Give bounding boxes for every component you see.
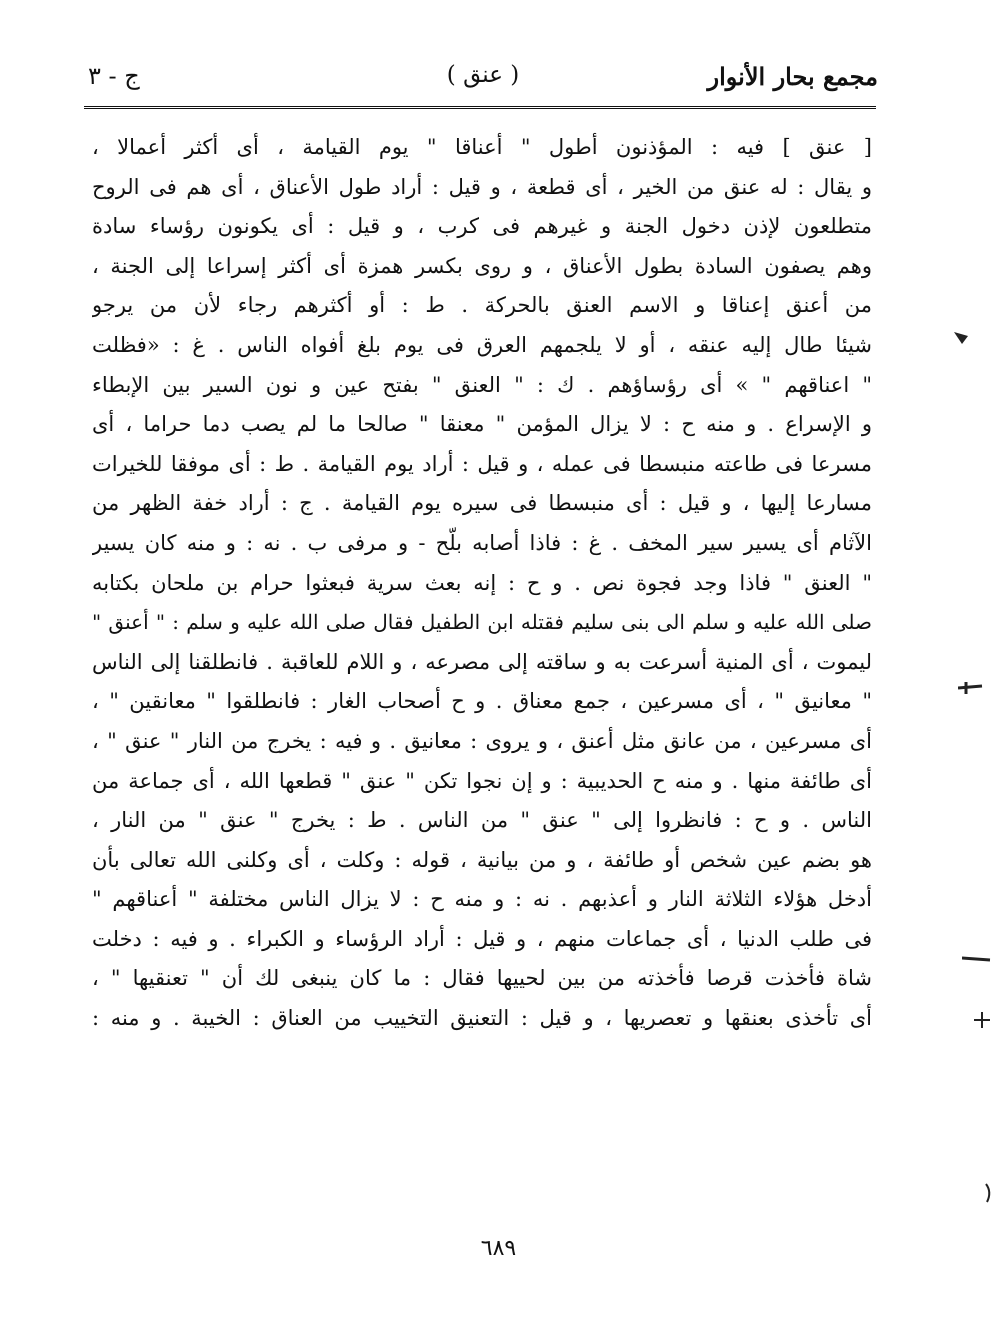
text-line: هو بضم عين شخص أو طائفة ، و من بيانية ، قوله : وكلت ، أى وكلنى الله تعالى بأن <box>92 847 872 872</box>
entry-word: ( عنق ) <box>446 62 520 88</box>
text-line: من أعنق إعناقا و الاسم العنق بالحركة . ط : أو أكثرهم رجاء لأن من يرجو <box>92 293 872 318</box>
text-line: أى طائفة منها . و منه ح الحديبية : و إن نجوا تكن " عنق " قطعها الله ، أى جماعة من <box>92 768 872 793</box>
body-text <box>92 128 872 1039</box>
text-line: فى طلب الدنيا ، أى جماعات منهم ، و قيل : أراد الرؤساء و الكبراء . و فيه : دخلت <box>92 926 872 951</box>
text-line: [ عنق ] فيه : المؤذنون أطول " أعناقا " يوم القيامة ، أى أكثر أعمالا ، <box>92 135 872 159</box>
text-line: أدخل هؤلاء الثلاثة النار و أعذبهم . نه : و منه ح : لا يزال الناس مختلفة " أعناقهم " <box>92 887 872 912</box>
text-line: متطلعون لإذن دخول الجنة و غيرهم فى كرب ، و قيل : أى يكونون رؤساء سادة <box>92 214 872 239</box>
text-line: " معانيق " ، أى مسرعين ، جمع معناق . و ح أصحاب الغار : فانطلقوا " معانقين " ، <box>92 689 872 714</box>
text-line: مسارعا إليها ، و قيل : أى منبسطا فى سيره يوم القيامة . ج : أراد خفة الظهر من <box>92 491 872 516</box>
margin-mark-icon <box>962 952 992 966</box>
text-line: مسرعا فى طاعته منبسطا فى عمله ، و قيل : أراد يوم القيامة . ط : أى موفقا للخيرات <box>92 451 872 476</box>
text-line: الناس . و ح : فانظروا إلى " عنق " من الناس . ط : يخرج " عنق " من النار ، <box>92 808 872 833</box>
text-line: و يقال : له عنق من الخير ، أى قطعة ، و قيل : أراد طول الأعناق ، أى هم فى الروح <box>92 174 872 199</box>
margin-mark-icon <box>984 1182 994 1204</box>
margin-mark-icon <box>958 680 986 696</box>
text-line: ليموت ، أى المنية أسرعت به و ساقته إلى مصرعه ، و اللام للعاقبة . فانطلقنا إلى الناس <box>92 649 872 674</box>
text-line: " العنق " فاذا وجد فجوة نص . و ح : إنه بعث سرية فبعثوا حرام بن ملحان بكتابه <box>92 570 872 595</box>
margin-mark-icon <box>952 326 972 346</box>
text-line: شيئا طال إليه عنقه ، أو لا يلجمهم العرق فى يوم بلغ أفواه الناس . غ : «فظلت <box>92 332 872 357</box>
text-line: و الإسراع . و منه ح : لا يزال المؤمن " معنقا " صالحا ما لم يصب دما حراما ، أى <box>92 412 872 437</box>
text-line: أى تأخذى بعنقها و تعصريها ، و قيل : التعنيق التخييب من العناق : الخيبة . و منه : <box>92 1006 872 1031</box>
margin-mark-icon <box>972 1010 992 1030</box>
page-number: ٦٨٩ <box>480 1236 517 1261</box>
header-rule <box>84 106 876 109</box>
text-line: الآثام أى يسير سير المخف . غ : فاذا أصابه بلّح - و مرفى ب . نه : و منه كان يسير <box>92 530 872 555</box>
book-title: مجمع بحار الأنوار <box>707 62 878 91</box>
text-line: صلى الله عليه و سلم الى بنى سليم فقتله ابن الطفيل فقال صلى الله عليه و سلم : " أعنق " <box>92 610 872 635</box>
text-line: " اعناقهم " » أى رؤساؤهم . ك : " العنق " بفتح عين و نون السير بين الإبطاء <box>92 372 872 397</box>
text-line: أى مسرعين ، من عانق مثل أعنق ، و يروى : معانيق . و فيه : يخرج من النار " عنق " ، <box>92 728 872 753</box>
page-header <box>88 58 878 102</box>
text-line: وهم يصفون السادة بطول الأعناق ، و روى بكسر همزة أى أكثر إسراعا إلى الجنة ، <box>92 253 872 278</box>
text-line: شاة فأخذت قرصا فأخذته من بين لحييها فقال : ما كان ينبغى لك أن " تعنقيها " ، <box>92 966 872 991</box>
volume-number: ج - ٣ <box>88 62 140 90</box>
